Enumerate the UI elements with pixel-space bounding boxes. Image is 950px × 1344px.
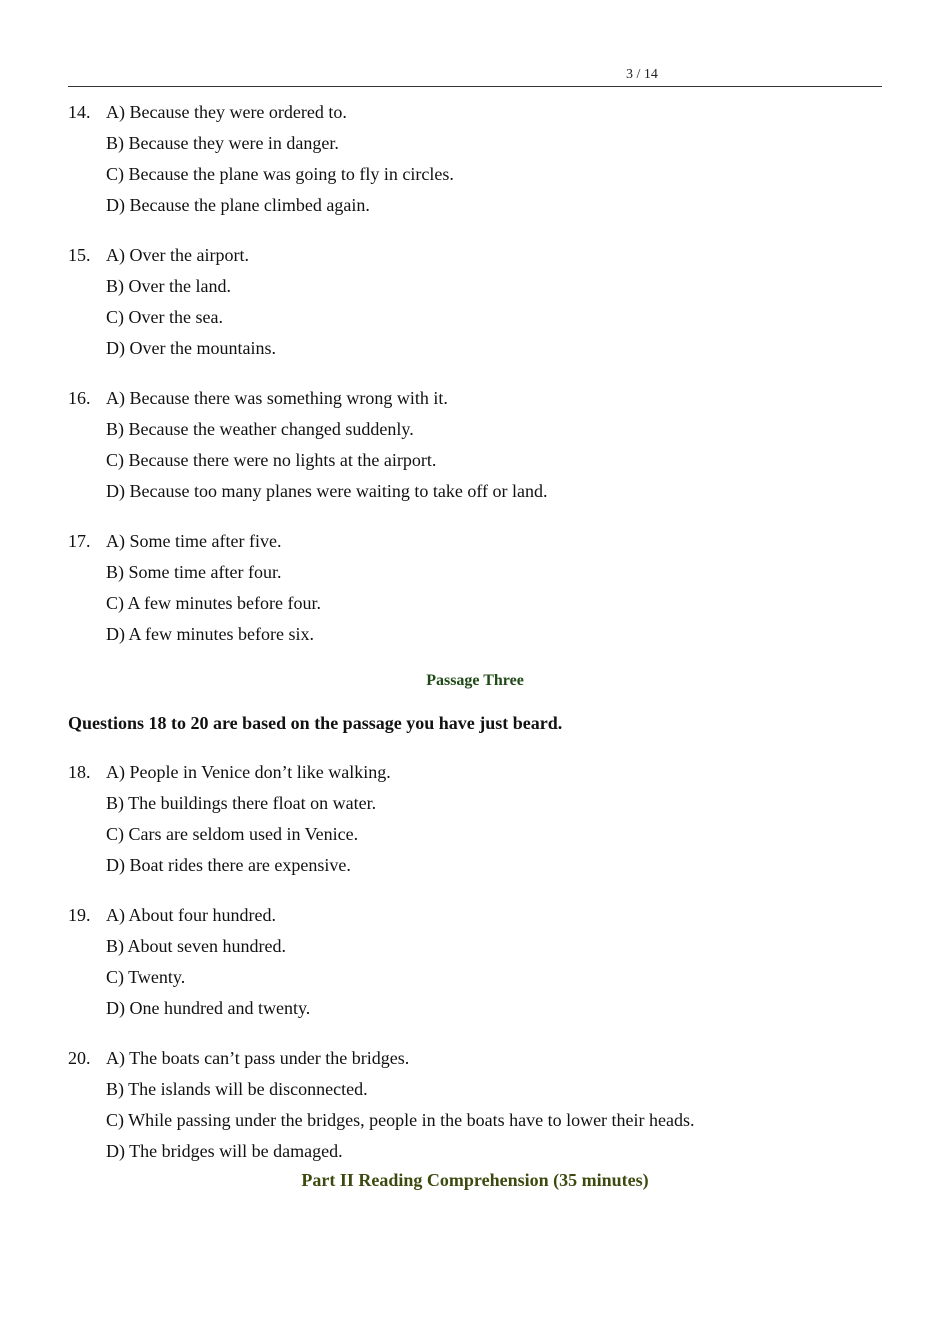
option-b: B) The buildings there float on water. bbox=[106, 793, 377, 813]
option-list bbox=[106, 757, 882, 881]
question-number: 17. bbox=[68, 531, 91, 551]
option-list bbox=[106, 97, 882, 221]
option-c: C) Because there were no lights at the airport. bbox=[106, 450, 437, 470]
question-20 bbox=[68, 1043, 882, 1167]
section-instruction: Questions 18 to 20 are based on the passage you have just beard. bbox=[68, 713, 563, 733]
option-c: C) A few minutes before four. bbox=[106, 593, 321, 613]
question-number: 16. bbox=[68, 388, 91, 408]
option-d: D) The bridges will be damaged. bbox=[106, 1141, 343, 1161]
question-15 bbox=[68, 240, 882, 364]
question-number: 15. bbox=[68, 245, 91, 265]
question-number: 18. bbox=[68, 762, 91, 782]
document-body bbox=[68, 97, 882, 1194]
option-a: A) Because they were ordered to. bbox=[106, 102, 347, 122]
question-14 bbox=[68, 97, 882, 221]
option-b: B) Over the land. bbox=[106, 276, 231, 296]
option-list bbox=[106, 383, 882, 507]
question-19 bbox=[68, 900, 882, 1024]
option-c: C) Cars are seldom used in Venice. bbox=[106, 824, 359, 844]
option-d: D) Because too many planes were waiting to take off or land. bbox=[106, 481, 548, 501]
page-header bbox=[68, 66, 882, 87]
part-title: Part II Reading Comprehension (35 minutes) bbox=[301, 1170, 649, 1190]
option-b: B) Because the weather changed suddenly. bbox=[106, 419, 414, 439]
option-a: A) Over the airport. bbox=[106, 245, 249, 265]
option-a: A) People in Venice don’t like walking. bbox=[106, 762, 391, 782]
option-c: C) Because the plane was going to fly in circles. bbox=[106, 164, 454, 184]
option-d: D) A few minutes before six. bbox=[106, 624, 314, 644]
option-c: C) Twenty. bbox=[106, 967, 186, 987]
option-b: B) Some time after four. bbox=[106, 562, 282, 582]
section-title: Passage Three bbox=[426, 672, 524, 689]
question-18 bbox=[68, 757, 882, 881]
option-b: B) Because they were in danger. bbox=[106, 133, 339, 153]
option-list bbox=[106, 526, 882, 650]
option-d: D) Because the plane climbed again. bbox=[106, 195, 370, 215]
option-a: A) The boats can’t pass under the bridges. bbox=[106, 1048, 410, 1068]
question-17 bbox=[68, 526, 882, 650]
option-c: C) Over the sea. bbox=[106, 307, 223, 327]
option-d: D) Boat rides there are expensive. bbox=[106, 855, 351, 875]
option-a: A) Some time after five. bbox=[106, 531, 282, 551]
question-number: 14. bbox=[68, 102, 91, 122]
option-d: D) Over the mountains. bbox=[106, 338, 276, 358]
option-list bbox=[106, 900, 882, 1024]
option-a: A) Because there was something wrong with it. bbox=[106, 388, 448, 408]
option-b: B) About seven hundred. bbox=[106, 936, 286, 956]
question-number: 19. bbox=[68, 905, 91, 925]
option-list bbox=[106, 1043, 882, 1167]
option-c: C) While passing under the bridges, people in the boats have to lower their heads. bbox=[106, 1110, 695, 1130]
option-b: B) The islands will be disconnected. bbox=[106, 1079, 368, 1099]
question-16 bbox=[68, 383, 882, 507]
option-a: A) About four hundred. bbox=[106, 905, 276, 925]
question-number: 20. bbox=[68, 1048, 91, 1068]
option-list bbox=[106, 240, 882, 364]
option-d: D) One hundred and twenty. bbox=[106, 998, 311, 1018]
page-number: 3 / 14 bbox=[626, 67, 658, 82]
